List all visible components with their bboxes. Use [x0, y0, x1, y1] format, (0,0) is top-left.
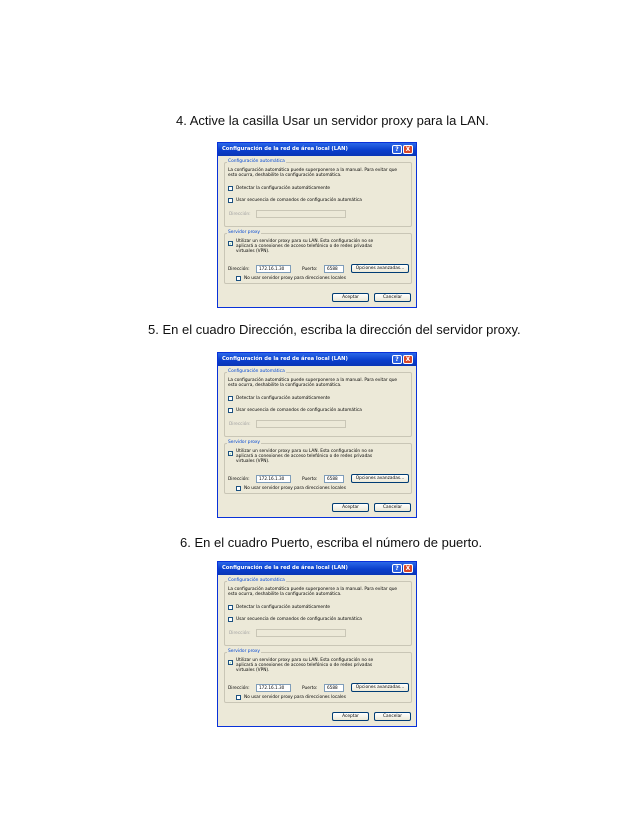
ok-button[interactable]: Aceptar	[332, 712, 369, 721]
close-button[interactable]	[403, 355, 413, 364]
step-4-instruction: 4. Active la casilla Usar un servidor proxy para la LAN.	[176, 113, 489, 128]
ok-button[interactable]: Aceptar	[332, 293, 369, 302]
use-proxy-checkbox[interactable]	[228, 241, 233, 246]
step-5-instruction: 5. En el cuadro Dirección, escriba la dirección del servidor proxy.	[148, 322, 521, 337]
auto-config-description: La configuración automática puede superponerse a la manual. Para evitar que esto ocurra, deshabilite la configuración automática.	[228, 378, 398, 389]
script-address-label: Dirección:	[229, 422, 251, 427]
proxy-address-input[interactable]: 172.16.1.30	[256, 475, 291, 483]
cancel-button[interactable]: Cancelar	[374, 503, 411, 512]
detect-settings-label: Detectar la configuración automáticamente	[236, 186, 331, 191]
help-button[interactable]	[392, 145, 402, 154]
proxy-port-input[interactable]: 6588	[324, 475, 344, 483]
proxy-port-label: Puerto:	[302, 267, 318, 272]
proxy-server-legend: Servidor proxy	[228, 440, 261, 445]
proxy-server-legend: Servidor proxy	[228, 649, 261, 654]
proxy-port-input[interactable]: 6588	[324, 684, 344, 692]
proxy-address-input[interactable]: 172.16.1.30	[256, 265, 291, 273]
proxy-port-label: Puerto:	[302, 686, 318, 691]
help-icon: ?	[395, 565, 399, 572]
help-button[interactable]	[392, 355, 402, 364]
auto-script-label: Usar secuencia de comandos de configuración automática	[236, 408, 362, 413]
advanced-options-button[interactable]: Opciones avanzadas...	[351, 474, 409, 483]
close-icon: X	[405, 356, 411, 363]
script-address-input[interactable]	[256, 629, 346, 637]
dialog-title: Configuración de la red de área local (LAN)	[222, 565, 348, 571]
advanced-options-button[interactable]: Opciones avanzadas...	[351, 264, 409, 273]
detect-settings-checkbox[interactable]	[228, 396, 233, 401]
help-button[interactable]	[392, 564, 402, 573]
auto-script-checkbox[interactable]	[228, 617, 233, 622]
cancel-button[interactable]: Cancelar	[374, 712, 411, 721]
use-proxy-checkbox[interactable]	[228, 660, 233, 665]
detect-settings-label: Detectar la configuración automáticamente	[236, 605, 331, 610]
use-proxy-label: Utilizar un servidor proxy para su LAN. Esta configuración no se aplicará a conexiones de acceso telefónico o de redes privadas virtuales (VPN).	[236, 658, 374, 674]
bypass-local-checkbox[interactable]	[236, 695, 241, 700]
dialog-title-bar[interactable]	[218, 353, 416, 366]
step-6-instruction: 6. En el cuadro Puerto, escriba el número de puerto.	[180, 535, 483, 550]
dialog-title-bar[interactable]	[218, 143, 416, 156]
advanced-options-button[interactable]: Opciones avanzadas...	[351, 683, 409, 692]
close-icon: X	[405, 565, 411, 572]
bypass-local-label: No usar servidor proxy para direcciones locales	[244, 486, 346, 491]
proxy-server-legend: Servidor proxy	[228, 230, 261, 235]
auto-script-label: Usar secuencia de comandos de configuración automática	[236, 198, 362, 203]
bypass-local-checkbox[interactable]	[236, 486, 241, 491]
script-address-label: Dirección:	[229, 631, 251, 636]
use-proxy-checkbox[interactable]	[228, 451, 233, 456]
proxy-address-label: Dirección:	[228, 686, 250, 691]
detect-settings-checkbox[interactable]	[228, 186, 233, 191]
auto-config-legend: Configuración automática	[228, 578, 285, 583]
proxy-address-label: Dirección:	[228, 477, 250, 482]
lan-settings-dialog	[217, 142, 417, 308]
lan-settings-dialog	[217, 352, 417, 518]
detect-settings-label: Detectar la configuración automáticamente	[236, 396, 331, 401]
script-address-input[interactable]	[256, 210, 346, 218]
dialog-title-bar[interactable]	[218, 562, 416, 575]
auto-script-checkbox[interactable]	[228, 408, 233, 413]
script-address-input[interactable]	[256, 420, 346, 428]
detect-settings-checkbox[interactable]	[228, 605, 233, 610]
auto-script-checkbox[interactable]	[228, 198, 233, 203]
ok-button[interactable]: Aceptar	[332, 503, 369, 512]
check-mark-icon: ✓	[229, 451, 233, 456]
script-address-label: Dirección:	[229, 212, 251, 217]
proxy-port-input[interactable]: 6588	[324, 265, 344, 273]
close-icon: X	[405, 146, 411, 153]
check-mark-icon: ✓	[229, 241, 233, 246]
close-button[interactable]	[403, 564, 413, 573]
help-icon: ?	[395, 356, 399, 363]
bypass-local-label: No usar servidor proxy para direcciones locales	[244, 276, 346, 281]
bypass-local-checkbox[interactable]	[236, 276, 241, 281]
proxy-port-label: Puerto:	[302, 477, 318, 482]
cancel-button[interactable]: Cancelar	[374, 293, 411, 302]
lan-settings-dialog	[217, 561, 417, 727]
proxy-address-input[interactable]: 172.16.1.30	[256, 684, 291, 692]
auto-config-description: La configuración automática puede superponerse a la manual. Para evitar que esto ocurra, deshabilite la configuración automática.	[228, 168, 398, 179]
check-mark-icon: ✓	[229, 660, 233, 665]
auto-config-description: La configuración automática puede superponerse a la manual. Para evitar que esto ocurra, deshabilite la configuración automática.	[228, 587, 398, 598]
use-proxy-label: Utilizar un servidor proxy para su LAN. Esta configuración no se aplicará a conexiones de acceso telefónico o de redes privadas virtuales (VPN).	[236, 239, 374, 255]
help-icon: ?	[395, 146, 399, 153]
auto-config-legend: Configuración automática	[228, 159, 285, 164]
auto-script-label: Usar secuencia de comandos de configuración automática	[236, 617, 362, 622]
close-button[interactable]	[403, 145, 413, 154]
dialog-title: Configuración de la red de área local (LAN)	[222, 356, 348, 362]
auto-config-legend: Configuración automática	[228, 369, 285, 374]
use-proxy-label: Utilizar un servidor proxy para su LAN. Esta configuración no se aplicará a conexiones de acceso telefónico o de redes privadas virtuales (VPN).	[236, 449, 374, 465]
proxy-address-label: Dirección:	[228, 267, 250, 272]
dialog-title: Configuración de la red de área local (LAN)	[222, 146, 348, 152]
bypass-local-label: No usar servidor proxy para direcciones locales	[244, 695, 346, 700]
